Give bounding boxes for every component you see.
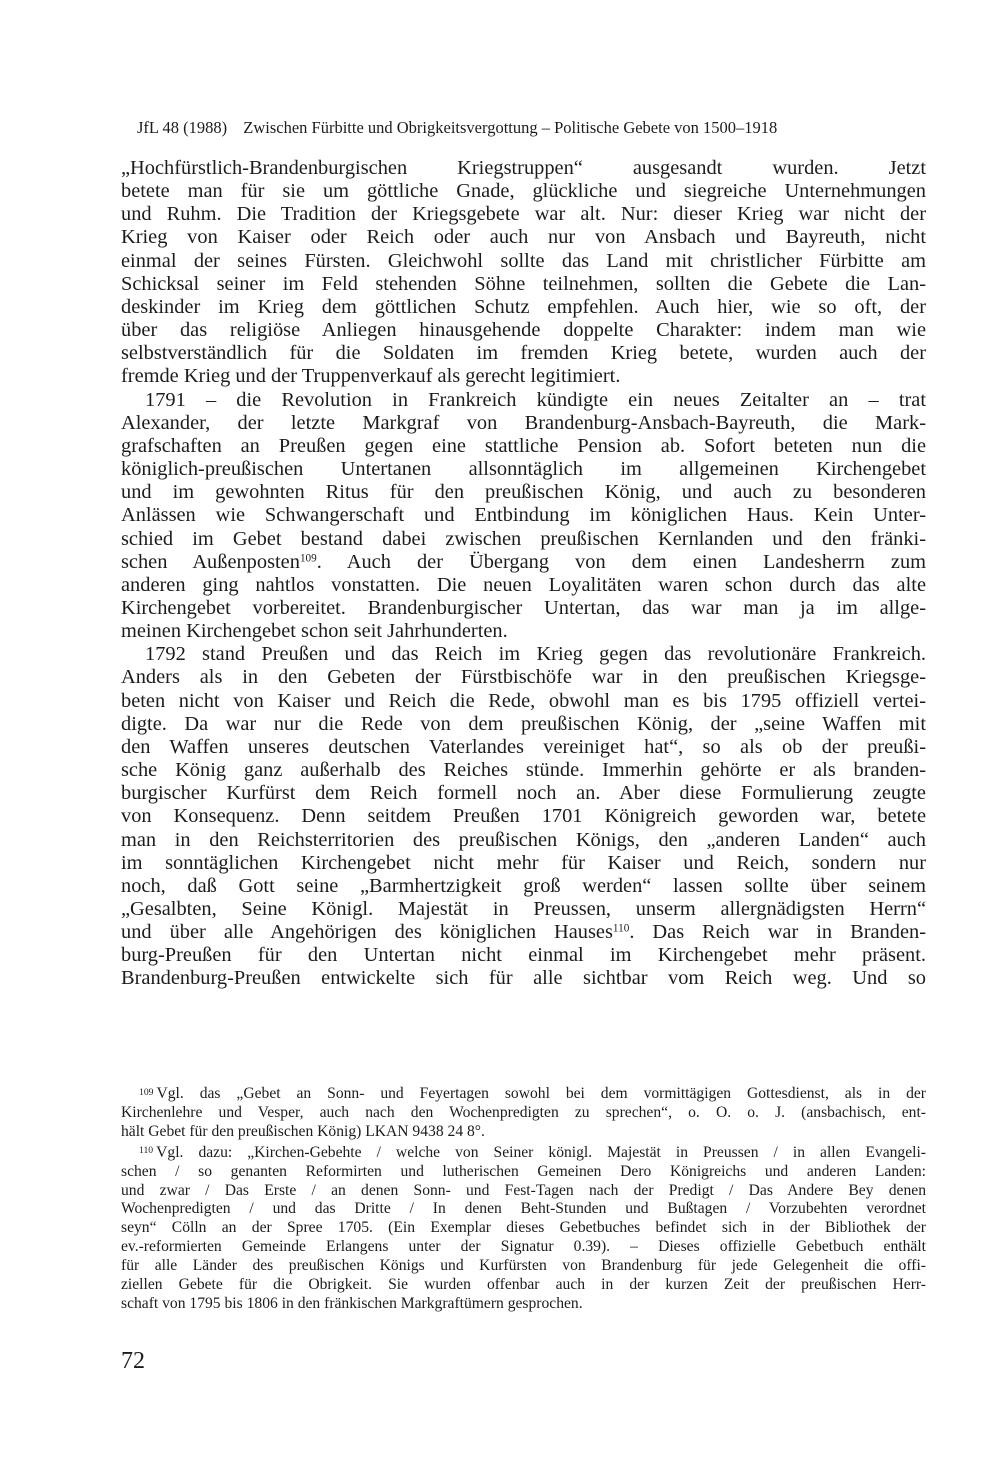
text-line: Alexander, der letzte Markgraf von Brandenburg-Ansbach-Bayreuth, die Mark- (121, 411, 926, 434)
text-segment: . Auch der Übergang von dem einen Landesherrn zum (316, 550, 926, 573)
text-line: deskinder im Krieg dem göttlichen Schutz empfehlen. Auch hier, wie so oft, der (121, 295, 926, 318)
footnote-ref-109[interactable]: 109 (299, 551, 317, 564)
text-line: königlich-preußischen Untertanen allsonntäglich im allgemeinen Kirchengebet (121, 458, 926, 481)
text-segment: . Das Reich war in Branden- (629, 921, 926, 944)
footnote-line: für alle Länder des preußischen Königs und Kurfürsten von Brandenburg für jede Gelegenheit die offi- (121, 1257, 926, 1275)
text-line: anderen ging nahtlos vonstatten. Die neuen Loyalitäten waren schon durch das alte (121, 573, 926, 596)
text-segment: Vgl. dazu: „Kirchen-Gebehte / welche von Seiner königl. Majestät in Preussen / in allen Evangeli- (156, 1143, 926, 1161)
footnote-line (121, 1085, 926, 1104)
footnote-110 (121, 1144, 926, 1314)
journal-reference: JfL 48 (1988) (137, 118, 228, 137)
text-line (121, 551, 926, 574)
text-line: noch, daß Gott seine „Barmhertzigkeit groß werden“ lassen sollte über seinem (121, 874, 926, 897)
text-line: 1792 stand Preußen und das Reich im Krieg gegen das revolutionäre Frankreich. (145, 643, 926, 666)
footnote-line: Kirchenlehre und Vesper, auch nach den Wochenpredigten zu sprechen“, o. O. o. J. (ansbachisch, ent- (121, 1103, 926, 1121)
text-line: meinen Kirchengebet schon seit Jahrhunderten. (121, 620, 508, 643)
footnote-line: schaft von 1795 bis 1806 in den fränkischen Markgraftümern gesprochen. (121, 1294, 583, 1312)
text-line: beten nicht von Kaiser und Reich die Rede, obwohl man es bis 1795 offiziell vertei- (121, 689, 926, 712)
text-line: digte. Da war nur die Rede von dem preußischen König, der „seine Waffen mit (121, 712, 926, 735)
footnote-number: 110 (139, 1145, 154, 1157)
text-line: betete man für sie um göttliche Gnade, glückliche und siegreiche Unternehmungen (121, 180, 926, 203)
text-line: Kirchengebet vorbereitet. Brandenburgischer Untertan, das war man ja im allge- (121, 596, 926, 619)
paragraph-2 (121, 389, 926, 644)
text-segment: Vgl. das „Gebet an Sonn- und Feyertagen sowohl bei dem vormittägigen Gottesdienst, als in der (156, 1085, 926, 1102)
text-line: selbstverständlich für die Soldaten im fremden Krieg betete, wurden auch der (121, 342, 926, 365)
footnotes (121, 1085, 926, 1314)
text-line: über das religiöse Anliegen hinausgehende doppelte Charakter: indem man wie (121, 319, 926, 342)
footnote-number: 109 (139, 1086, 154, 1098)
text-line: von Konsequenz. Denn seitdem Preußen 1701 Königreich geworden war, betete (121, 805, 926, 828)
footnote-line: seyn“ Cölln an der Spree 1705. (Ein Exemplar dieses Gebetbuches befindet sich in der Bibliothek der (121, 1219, 926, 1237)
footnote-109 (121, 1085, 926, 1142)
text-line: Anders als in den Gebeten der Fürstbischöfe war in den preußischen Kriegsge- (121, 666, 926, 689)
text-line: den Waffen unseres deutschen Vaterlandes vereiniget hat“, so als ob der preußi- (121, 735, 926, 758)
footnote-line: ev.-reformierten Gemeinde Erlangens unter der Signatur 0.39). – Dieses offizielle Gebetbuch enthält (121, 1238, 926, 1256)
text-line: Brandenburg-Preußen entwickelte sich für alle sichtbar vom Reich weg. Und so (121, 967, 926, 990)
footnote-ref-110[interactable]: 110 (612, 922, 630, 935)
text-line: Schicksal seiner im Feld stehenden Söhne teilnehmen, sollten die Gebete die Lan- (121, 272, 926, 295)
running-head (137, 118, 923, 138)
text-line: einmal der seines Fürsten. Gleichwohl sollte das Land mit christlicher Fürbitte am (121, 249, 926, 272)
footnote-line: ziellen Gebete für die Obrigkeit. Sie wurden offenbar auch in der kurzen Zeit der preußischen Herr- (121, 1276, 926, 1294)
text-line (121, 921, 926, 944)
text-line: sche König ganz außerhalb des Reiches stünde. Immerhin gehörte er als branden- (121, 759, 926, 782)
text-line: Anlässen wie Schwangerschaft und Entbindung im königlichen Haus. Kein Unter- (121, 504, 926, 527)
text-line: grafschaften an Preußen gegen eine stattliche Pension ab. Sofort beteten nun die (121, 434, 926, 457)
footnote-line: Wochenpredigten / und das Dritte / In denen Beht-Stunden und Bußtagen / Vorzubehten verordnet (121, 1200, 926, 1218)
text-segment: und über alle Angehörigen des königlichen Hauses (121, 921, 613, 944)
running-title: Zwischen Fürbitte und Obrigkeitsvergottung – Politische Gebete von 1500–1918 (243, 118, 778, 137)
text-line: und Ruhm. Die Tradition der Kriegsgebete war alt. Nur: dieser Krieg war nicht der (121, 203, 926, 226)
text-line: „Gesalbten, Seine Königl. Majestät in Preussen, unserm allergnädigsten Herrn“ (121, 898, 926, 920)
paragraph-3 (121, 643, 926, 990)
text-segment: schen Außenposten (121, 550, 300, 573)
text-line: und im gewohnten Ritus für den preußischen König, und auch zu besonderen (121, 481, 926, 504)
text-line: schied im Gebet bestand dabei zwischen preußischen Kernlanden und den fränki- (121, 527, 926, 550)
footnote-line: schen / so genanten Reformirten und lutherischen Gemeinen Dero Königreichs und anderen Landen: (121, 1162, 926, 1180)
text-line: burgischer Kurfürst dem Reich formell noch an. Aber diese Formulierung zeugte (121, 782, 926, 805)
text-line: Krieg von Kaiser oder Reich oder auch nur von Ansbach und Bayreuth, nicht (121, 226, 926, 249)
main-text (121, 157, 926, 991)
text-line: man in den Reichsterritorien des preußischen Königs, den „anderen Landen“ auch (121, 828, 926, 851)
text-line: burg-Preußen für den Untertan nicht einmal im Kirchengebet mehr präsent. (121, 944, 926, 967)
footnote-line: hält Gebet für den preußischen König) LKAN 9438 24 8°. (121, 1122, 485, 1140)
paragraph-1 (121, 157, 926, 389)
footnote-line (121, 1144, 926, 1163)
text-line: im sonntäglichen Kirchengebet nicht mehr für Kaiser und Reich, sondern nur (121, 851, 926, 874)
text-line: 1791 – die Revolution in Frankreich kündigte ein neues Zeitalter an – trat (145, 388, 926, 411)
text-line: „Hochfürstlich-Brandenburgischen Kriegstruppen“ ausgesandt wurden. Jetzt (121, 157, 926, 179)
page-number: 72 (121, 1348, 145, 1374)
footnote-line: und zwar / Das Erste / an denen Sonn- und Fest-Tagen nach der Predigt / Das Andere Bey denen (121, 1181, 926, 1199)
text-line: fremde Krieg und der Truppenverkauf als gerecht legitimiert. (121, 365, 621, 388)
